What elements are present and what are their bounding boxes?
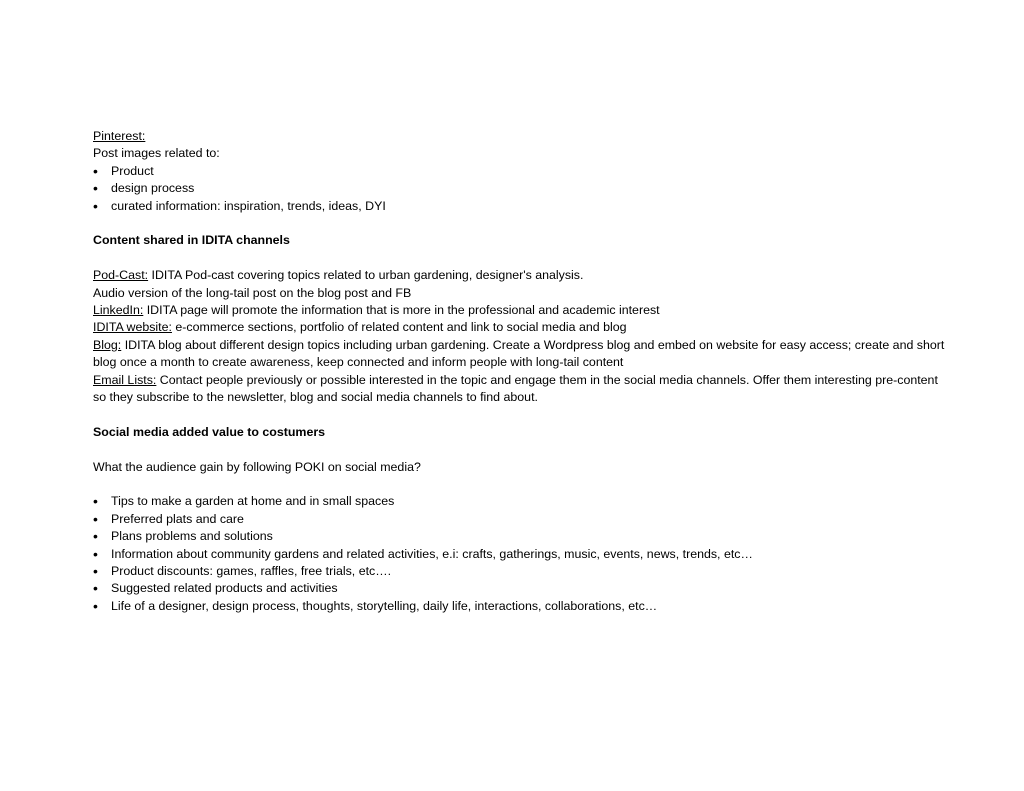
email-entry (93, 372, 953, 407)
list-item: • design process (93, 180, 953, 197)
pinterest-section (93, 128, 953, 145)
website-text: e-commerce sections, portfolio of related content and link to social media and blog (171, 320, 627, 335)
list-item: • Tips to make a garden at home and in small spaces (93, 493, 953, 510)
linkedin-entry (93, 302, 953, 319)
list-item: • Product (93, 163, 953, 180)
list-item: • Life of a designer, design process, thoughts, storytelling, daily life, interactions, collaborations, etc… (93, 598, 953, 615)
spacer (93, 441, 953, 458)
pinterest-intro: Post images related to: (93, 146, 220, 161)
content-shared-heading: Content shared in IDITA channels (93, 233, 290, 248)
website-entry (93, 319, 953, 336)
linkedin-text: IDITA page will promote the information that is more in the professional and academic interest (143, 303, 660, 318)
audio-text: Audio version of the long-tail post on the blog post and FB (93, 285, 412, 300)
list-item: • Suggested related products and activities (93, 580, 953, 597)
podcast-text: IDITA Pod-cast covering topics related to urban gardening, designer's analysis. (148, 268, 584, 283)
audio-entry (93, 285, 953, 302)
linkedin-label: LinkedIn: (93, 303, 144, 318)
social-value-heading: Social media added value to costumers (93, 424, 326, 439)
spacer (93, 476, 953, 493)
list-item: • curated information: inspiration, trends, ideas, DYI (93, 198, 953, 215)
list-item: • Product discounts: games, raffles, free trials, etc…. (93, 563, 953, 580)
podcast-entry (93, 267, 953, 284)
blog-text: IDITA blog about different design topics including urban gardening. Create a Wordpress blog and embed on website for easy access; create and short blog once a month to create awareness, keep connected and inform people with long-tail content (93, 337, 945, 370)
list-item: • Preferred plats and care (93, 511, 953, 528)
spacer (93, 215, 953, 232)
list-item: • Information about community gardens and related activities, e.i: crafts, gatherings, music, events, news, trends, etc… (93, 546, 953, 563)
email-text: Contact people previously or possible interested in the topic and engage them in the social media channels. Offer them interesting pre-content so they subscribe to the newsletter, blog and social media channels to find about. (93, 372, 938, 405)
spacer (93, 250, 953, 267)
blog-entry (93, 337, 953, 372)
spacer (93, 406, 953, 423)
social-value-list (93, 493, 953, 615)
document-page (93, 128, 953, 615)
pinterest-heading: Pinterest: (93, 129, 146, 143)
email-label: Email Lists: (93, 372, 157, 387)
social-value-question: What the audience gain by following POKI on social media? (93, 459, 421, 474)
pinterest-list (93, 163, 953, 215)
podcast-label: Pod-Cast: (93, 268, 149, 283)
list-item: • Plans problems and solutions (93, 528, 953, 545)
blog-label: Blog: (93, 337, 122, 352)
website-label: IDITA website: (93, 320, 172, 335)
